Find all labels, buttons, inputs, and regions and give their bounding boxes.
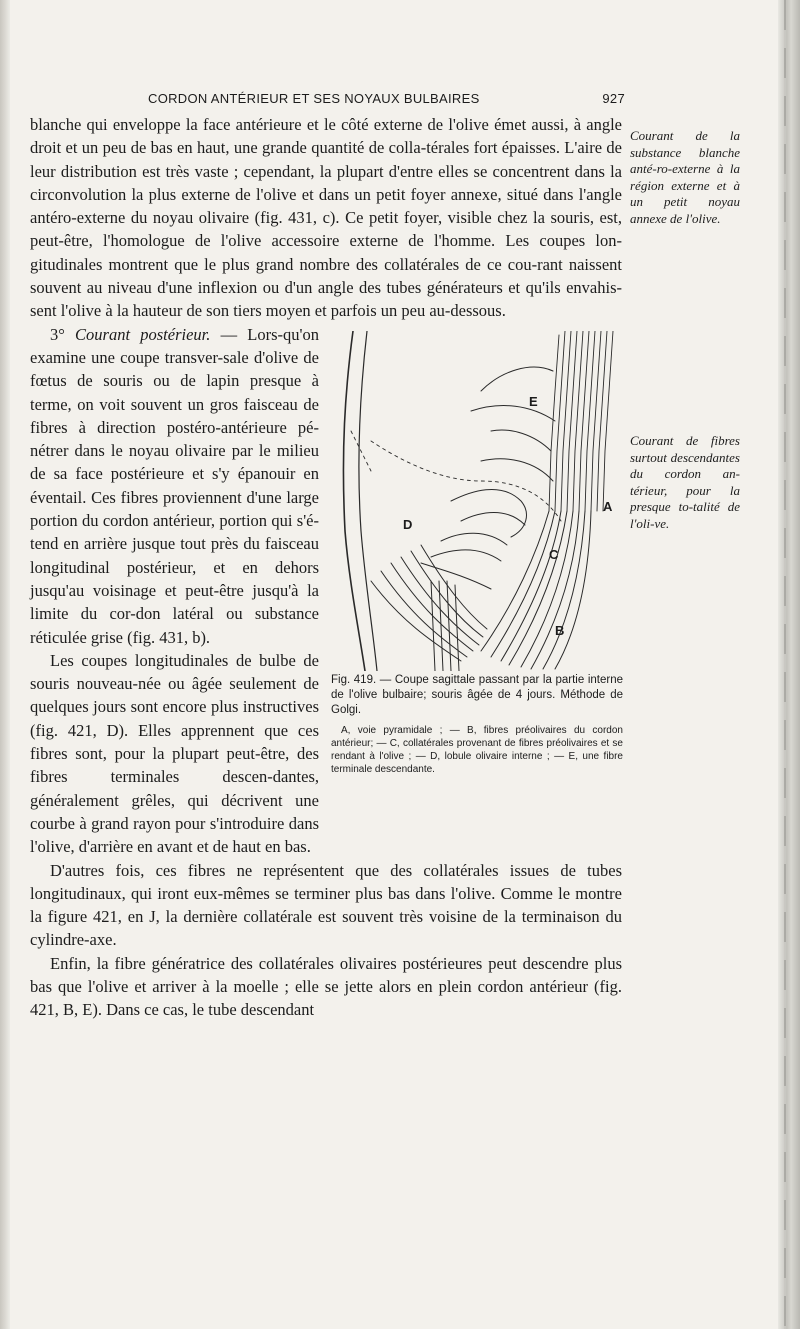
label-d: D xyxy=(403,516,413,532)
label-a: A xyxy=(603,498,613,514)
paragraph-1: blanche qui enveloppe la face antérieure et le côté externe de l'olive émet aussi, à angle droit et un peu de bas en haut, une grande quantité de colla-térales fort épaisses. L'aire de leur distribution est très vaste ; cependant, la plupart d'entre elles se concentrent dans la circonvolution la plus externe de l'olive et dans un petit foyer annexe, situé dans l'angle antéro-externe du noyau olivaire (fig. 431, c). Ce petit foyer, visible chez la souris, est, peut-être, l'homologue de l'olive accessoire externe de l'homme. Les coupes lon-gitudinales montrent que le plus grand nombre des collatérales de ce cou-rant naissent souvent au niveau d'une inflexion ou d'un angle des tubes générateurs et qu'ils envahis-sent l'olive à la hauteur de son tiers moyen et parfois un peu au-dessous. xyxy=(30,115,622,321)
section-heading: Courant postérieur. xyxy=(75,324,211,344)
label-b: B xyxy=(555,622,565,638)
paragraph-2-text: — Lors-qu'on examine une coupe transver-sale d'olive de fœtus de souris ou de lapin presque à terme, on voit souvent un gros faisceau de fibres à direction postéro-antérieure pé-nétrer dans le noyau olivaire par le milieu de sa face postérieure et s'y épanouir en éventail. Ces fibres proviennent d'une large portion du cordon antérieur, portion qui s'é-tend en arrière jusque tout près du faisceau longitudinal postérieur, et en dehors jusqu'au voisinage et peut-être jusqu'à la limite du cor-don latéral ou substance réticulée grise (fig. 431, b). xyxy=(30,324,319,647)
margin-note-descending-fibres: Courant de fibres surtout descendantes du cordon an-térieur, pour la presque to-talité de l'oli-ve. xyxy=(630,433,740,531)
paragraph-4: D'autres fois, ces fibres ne représentent que des collatérales issues de tubes longitudinaux, qui iront eux-mêmes se terminer plus bas dans l'olive. Comme le montre la figure 421, en J, la dernière collatérale est souvent très voisine de la terminaison du cylindre-axe. xyxy=(30,860,622,950)
figure-drawing xyxy=(331,331,623,671)
running-head xyxy=(60,91,625,111)
body-text xyxy=(30,113,622,1022)
paragraph-3: Les coupes longitudinales de bulbe de souris nouveau-née ou âgée seulement de quelques jours sont encore plus instructives (fig. 421, D). Elles apprennent que ces fibres sont, pour la plupart peut-être, des fibres terminales descen-dantes, généralement grêles, qui décrivent une courbe à grand rayon pour s'introduire dans l'olive, d'arrière en avant et de haut en bas. xyxy=(30,650,319,857)
fibre-bundle xyxy=(549,331,613,511)
label-c: C xyxy=(549,546,559,562)
margin-note-anterior-current: Courant de la substance blanche anté-ro-externe à la région externe et à un petit noyau annexe de l'olive. xyxy=(630,128,740,226)
page-gutter-shadow xyxy=(0,0,10,1329)
caption-legend: A, voie pyramidale ; — B, fibres préolivaires du cordon antérieur; — C, collatérales provenant de fibres préolivaires et se rendant à l'olive ; — D, lobule olivaire interne ; — E, une fibre terminale descendante. xyxy=(331,724,623,775)
figure-419 xyxy=(329,331,625,832)
section-number: 3° xyxy=(50,324,76,344)
page-edge xyxy=(778,0,800,1329)
caption-main: Fig. 419. — Coupe sagittale passant par la partie interne de l'olive bulbaire; souris âgée de 4 jours. Méthode de Golgi. xyxy=(331,673,623,716)
label-e: E xyxy=(529,393,538,409)
running-title: CORDON ANTÉRIEUR ET SES NOYAUX BULBAIRES xyxy=(148,91,480,106)
page-number: 927 xyxy=(602,91,625,106)
dotted-fibre xyxy=(371,441,561,521)
paragraph-5: Enfin, la fibre génératrice des collatérales olivaires postérieures peut descendre plus bas que l'olive et arriver à la moelle ; elle se jette alors en plein cordon antérieur (fig. 421, B, E). Dans ce cas, le tube descendant xyxy=(30,953,622,1020)
figure-caption xyxy=(331,673,623,776)
